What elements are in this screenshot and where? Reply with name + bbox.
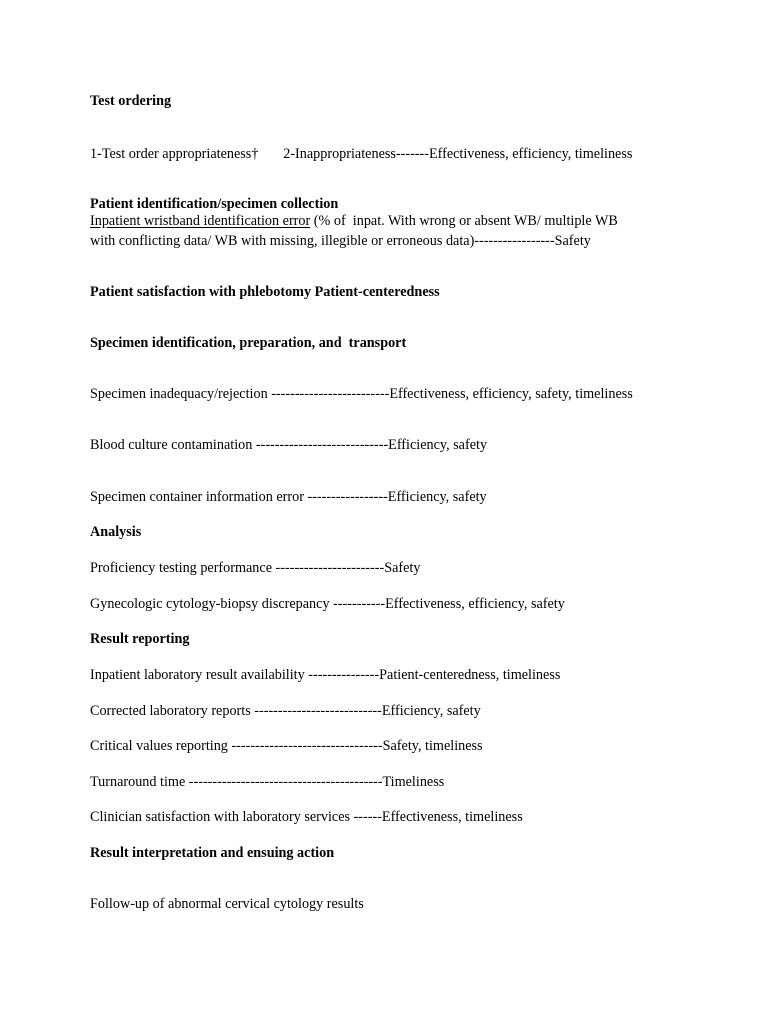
- section-heading-patient-identification: Patient identification/specimen collection: [90, 196, 339, 212]
- wristband-label: Inpatient wristband identification error: [90, 213, 311, 229]
- result-reporting-item: Critical values reporting --------------------------------Safety, timeliness: [90, 738, 483, 754]
- test-ordering-line: 1-Test order appropriateness† 2-Inappropriateness-------Effectiveness, efficiency, timeliness: [90, 146, 633, 162]
- result-reporting-item: Corrected laboratory reports ---------------------------Efficiency, safety: [90, 703, 481, 719]
- analysis-item: Proficiency testing performance -----------------------Safety: [90, 560, 421, 576]
- section-heading-specimen: Specimen identification, preparation, and transport: [90, 335, 407, 351]
- specimen-item: Specimen container information error -----------------Efficiency, safety: [90, 489, 487, 505]
- specimen-item: Specimen inadequacy/rejection -------------------------Effectiveness, efficiency, safety, timeliness: [90, 386, 633, 402]
- wristband-description: (% of inpat. With wrong or absent WB/ multiple WB: [310, 213, 618, 229]
- result-reporting-item: Inpatient laboratory result availability ---------------Patient-centeredness, timeliness: [90, 667, 561, 683]
- wristband-line-1: [90, 212, 618, 230]
- section-heading-result-interpretation: Result interpretation and ensuing action: [90, 845, 335, 861]
- section-heading-result-reporting: Result reporting: [90, 631, 190, 647]
- section-heading-analysis: Analysis: [90, 524, 142, 540]
- phlebotomy-satisfaction-line: Patient satisfaction with phlebotomy Patient-centeredness: [90, 284, 440, 300]
- result-interpretation-item: Follow-up of abnormal cervical cytology results: [90, 896, 364, 912]
- specimen-item: Blood culture contamination ----------------------------Efficiency, safety: [90, 437, 488, 453]
- result-reporting-item: Turnaround time -----------------------------------------Timeliness: [90, 774, 445, 790]
- result-reporting-item: Clinician satisfaction with laboratory services ------Effectiveness, timeliness: [90, 809, 523, 825]
- section-heading-test-ordering: Test ordering: [90, 93, 172, 109]
- wristband-line-2: with conflicting data/ WB with missing, illegible or erroneous data)-----------------Safety: [90, 233, 591, 249]
- analysis-item: Gynecologic cytology-biopsy discrepancy -----------Effectiveness, efficiency, safety: [90, 596, 565, 612]
